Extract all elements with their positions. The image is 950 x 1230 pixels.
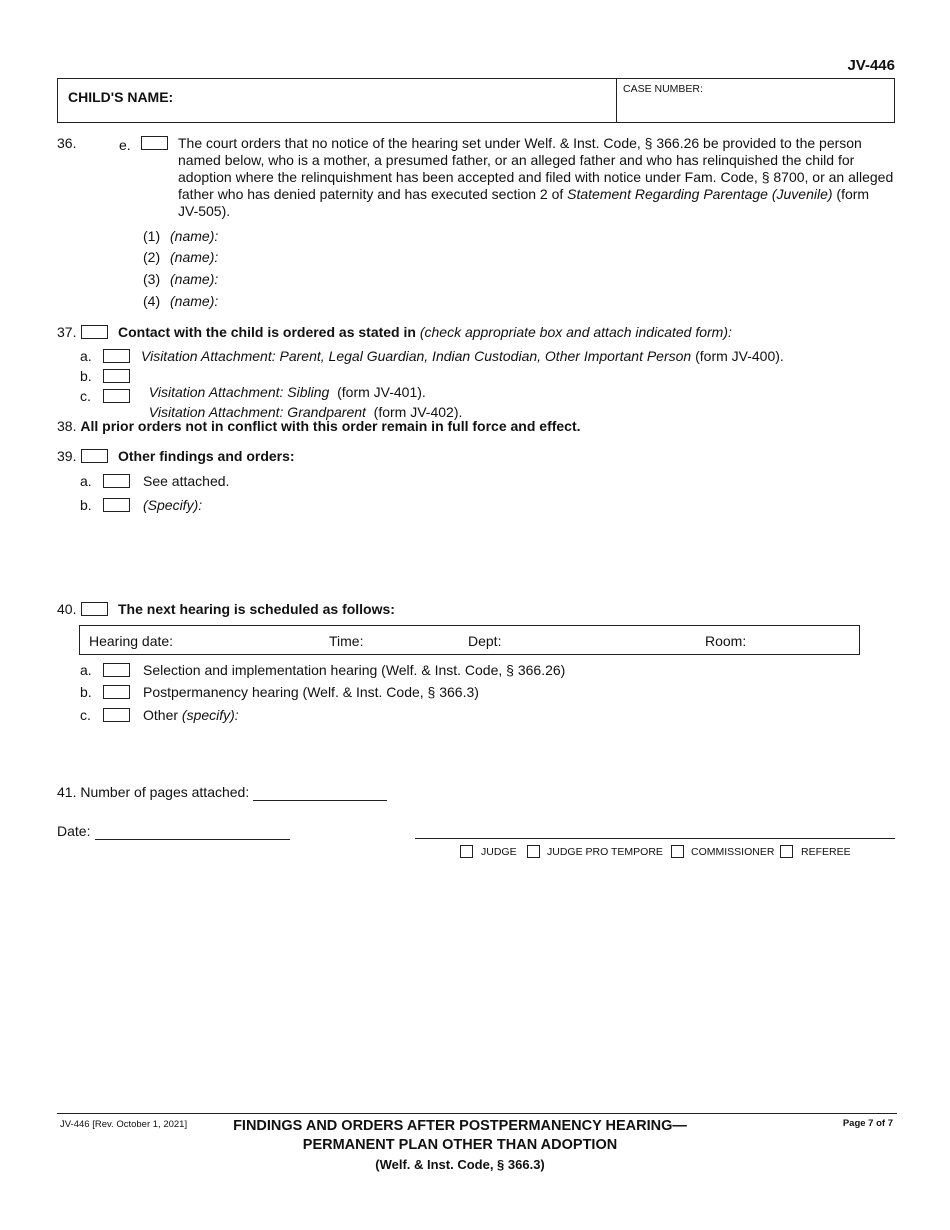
name-field-label: (name): [170,249,219,265]
name-row-3 [143,271,218,287]
footer-rev: JV-446 [Rev. October 1, 2021] [60,1119,188,1130]
page-number: Page 7 of 7 [842,1118,893,1129]
item-40a-letter: a. [80,662,92,678]
item-39b-letter: b. [80,497,92,513]
item-37b-form-title: Visitation Attachment: Sibling [148,384,330,400]
item-37a-letter: a. [80,348,92,364]
judge-checkbox[interactable] [460,845,473,858]
item-36-line-2: named below, who is a mother, a presumed father, or an alleged father and who has relinquished the child for [178,152,855,168]
item-37-number: 37. [57,324,77,340]
item-39a-text: See attached. [143,473,230,489]
item-40c-checkbox[interactable] [103,708,130,722]
item-38-text: All prior orders not in conflict with this order remain in full force and effect. [80,418,581,434]
date-label: Date: [57,823,91,839]
item-37-italic-text: (check appropriate box and attach indicated form): [419,324,732,340]
item-37c-letter: c. [80,388,91,404]
time-label: Time: [329,633,364,649]
name-row-number: (1) [143,228,161,244]
pages-attached-field[interactable] [253,800,387,801]
item-39a-letter: a. [80,473,92,489]
referee-checkbox[interactable] [780,845,793,858]
item-37-heading [118,324,732,340]
item-40b-text: Postpermanency hearing (Welf. & Inst. Code, § 366.3) [143,684,479,700]
item-40-number: 40. [57,601,77,617]
name-row-number: (3) [143,271,161,287]
item-39a-checkbox[interactable] [103,474,130,488]
item-41-label: 41. Number of pages attached: [57,784,250,800]
item-36-letter: e. [119,137,131,153]
item-40-label: The next hearing is scheduled as follows: [118,601,395,617]
hearing-info-box[interactable] [79,625,860,655]
item-40-checkbox[interactable] [81,602,108,616]
room-label: Room: [705,633,747,649]
commissioner-checkbox[interactable] [671,845,684,858]
name-row-2 [143,249,218,265]
item-37b-checkbox[interactable] [103,369,130,383]
item-40b-letter: b. [80,684,92,700]
item-40c-text [143,707,239,723]
item-36-line-3: adoption where the relinquishment has been accepted and filed with notice under Fam. Code, § 8700, or an alleged [178,169,894,185]
item-37c-form-title: Visitation Attachment: Grandparent [148,404,366,420]
item-37a-checkbox[interactable] [103,349,130,363]
judge-pro-tempore-label: JUDGE PRO TEMPORE [547,846,663,858]
item-40c-specify: (specify): [181,707,239,723]
dept-label: Dept: [468,633,502,649]
item-36-line-5: JV-505). [178,203,231,219]
item-36e-checkbox[interactable] [141,136,168,150]
case-number-cell[interactable] [616,79,896,122]
childs-name-label: CHILD'S NAME: [68,89,174,105]
footer-title-line-1: FINDINGS AND ORDERS AFTER POSTPERMANENCY HEARING— [233,1118,687,1134]
item-37c-text [141,388,462,420]
item-40a-checkbox[interactable] [103,663,130,677]
item-37b-letter: b. [80,368,92,384]
name-row-4 [143,293,218,309]
item-40b-checkbox[interactable] [103,685,130,699]
item-37-bold-text: Contact with the child is ordered as stated in [118,324,416,340]
footer-title-line-3: (Welf. & Inst. Code, § 366.3) [375,1157,545,1172]
case-number-label: CASE NUMBER: [623,83,703,95]
signature-line[interactable] [415,838,895,839]
item-39b-checkbox[interactable] [103,498,130,512]
item-38 [57,418,581,434]
name-row-1 [143,228,218,244]
item-40c-letter: c. [80,707,91,723]
name-field-label: (name): [170,271,219,287]
date-field[interactable] [95,839,290,840]
item-40c-other: Other [143,707,179,723]
footer-title-line-2: PERMANENT PLAN OTHER THAN ADOPTION [302,1137,618,1153]
item-39b-specify: (Specify): [143,497,203,513]
item-37a-text [141,348,784,364]
item-36-form-title: Statement Regarding Parentage (Juvenile) [567,186,833,202]
item-36-line-4-a: father who has denied paternity and has executed section 2 of [178,186,568,202]
name-row-number: (2) [143,249,161,265]
item-37c-checkbox[interactable] [103,389,130,403]
name-row-number: (4) [143,293,161,309]
footer-rule [57,1113,897,1114]
item-39-label: Other findings and orders: [118,448,295,464]
item-39-number: 39. [57,448,77,464]
item-36-line-4 [178,186,898,203]
judge-label: JUDGE [481,846,517,858]
item-37-checkbox[interactable] [81,325,108,339]
item-37a-form-number: (form JV-400). [691,348,784,364]
commissioner-label: COMMISSIONER [691,846,775,858]
hearing-date-label: Hearing date: [89,633,174,649]
name-field-label: (name): [170,293,219,309]
form-id: JV-446 [847,57,895,74]
item-37b-form-number: (form JV-401). [329,384,426,400]
item-36-line-1: The court orders that no notice of the hearing set under Welf. & Inst. Code, § 366.26 be provided to the person [178,135,862,151]
item-40a-text: Selection and implementation hearing (Welf. & Inst. Code, § 366.26) [143,662,566,678]
footer-title [170,1117,750,1174]
item-39-checkbox[interactable] [81,449,108,463]
name-field-label: (name): [170,228,219,244]
item-37c-form-number: (form JV-402). [365,404,463,420]
header-box [57,78,895,123]
item-38-number: 38. [57,418,77,434]
item-36-text [178,135,898,220]
item-37a-form-title: Visitation Attachment: Parent, Legal Guardian, Indian Custodian, Other Important Person [141,348,692,364]
referee-label: REFEREE [801,846,851,858]
judge-pro-tempore-checkbox[interactable] [527,845,540,858]
item-36-number: 36. [57,135,77,151]
item-36-line-4-b: (form [832,186,870,202]
